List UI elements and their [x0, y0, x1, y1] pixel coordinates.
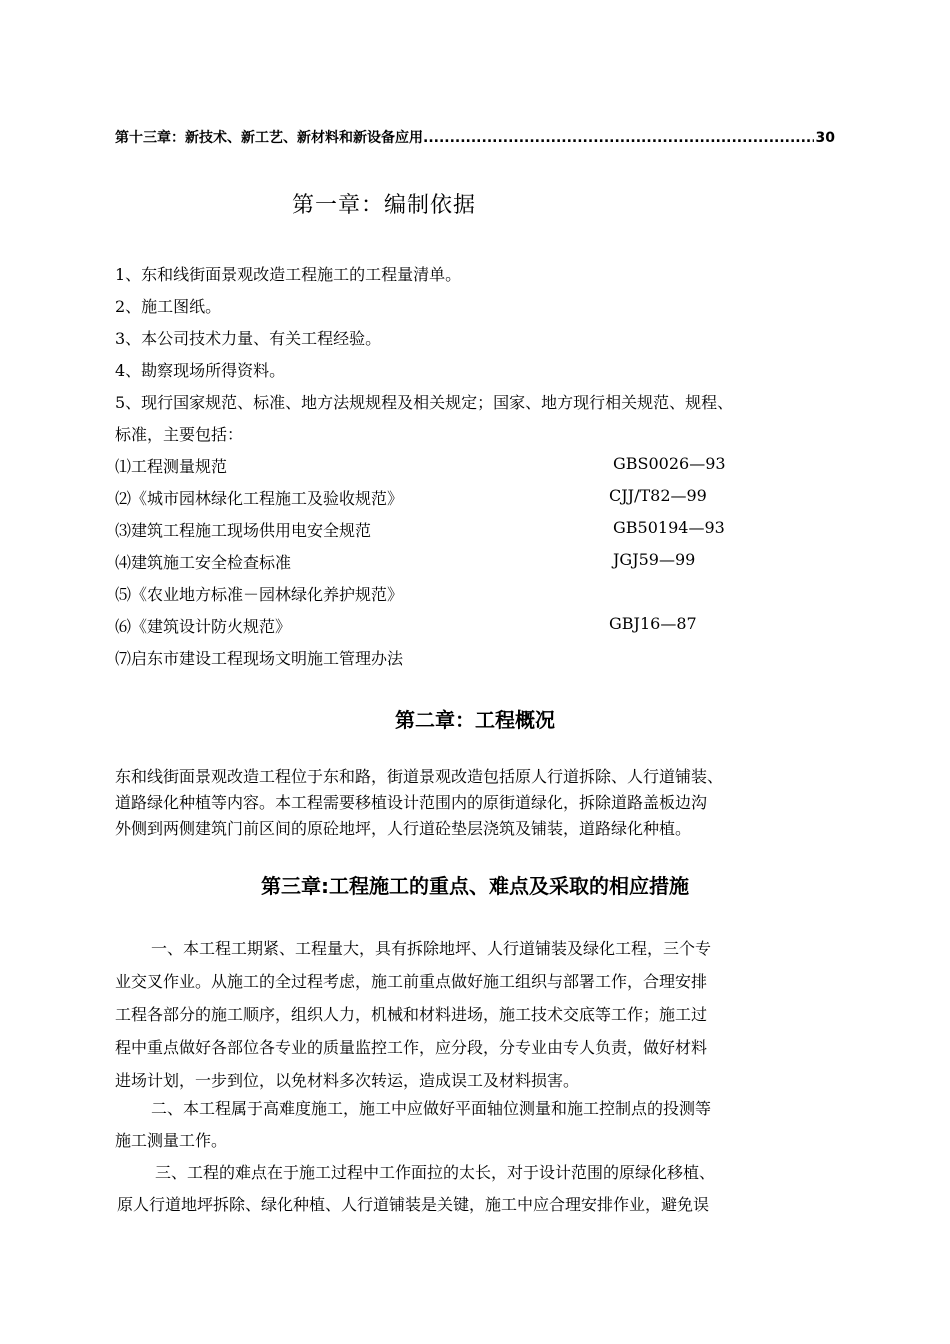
measures-line: 进场计划，一步到位，以免材料多次转运，造成误工及材料损害。 [115, 1071, 580, 1090]
basis-item: 1、东和线街面景观改造工程施工的工程量清单。 [115, 265, 462, 284]
standard-code: JGJ59—99 [613, 550, 696, 569]
overview-line: 东和线街面景观改造工程位于东和路，街道景观改造包括原人行道拆除、人行道铺装、 [115, 767, 724, 786]
standard-code: CJJ/T82—99 [609, 486, 707, 505]
basis-item: 5、现行国家规范、标准、地方法规规程及相关规定；国家、地方现行相关规范、规程、 [115, 393, 734, 412]
measures-line: 程中重点做好各部位各专业的质量监控工作，应分段，分专业由专人负责，做好材料 [115, 1038, 708, 1057]
standard-name: ⑹《建筑设计防火规范》 [115, 617, 292, 636]
basis-item: 2、施工图纸。 [115, 297, 222, 316]
measures-line: 业交叉作业。从施工的全过程考虑，施工前重点做好施工组织与部署工作，合理安排 [115, 972, 708, 991]
standard-name: ⑷建筑施工安全检查标准 [115, 553, 292, 572]
chapter3-title: 第三章:工程施工的重点、难点及采取的相应措施 [261, 874, 689, 898]
standard-code: GBS0026—93 [613, 454, 726, 473]
standard-row [115, 518, 835, 541]
standard-name: ⑸《农业地方标准－园林绿化养护规范》 [115, 585, 404, 604]
standard-row [115, 582, 835, 605]
standard-code: GB50194—93 [613, 518, 725, 537]
overview-line: 外侧到两侧建筑门前区间的原砼地坪，人行道砼垫层浇筑及铺装，道路绿化种植。 [115, 819, 692, 838]
measures-line: 三、工程的难点在于施工过程中工作面拉的太长，对于设计范围的原绿化移植、 [155, 1163, 716, 1182]
standard-name: ⑶建筑工程施工现场供用电安全规范 [115, 521, 372, 540]
measures-line: 二、本工程属于高难度施工，施工中应做好平面轴位测量和施工控制点的投测等 [151, 1099, 712, 1118]
chapter1-title: 第一章：编制依据 [292, 193, 477, 218]
measures-line: 工程各部分的施工顺序，组织人力，机械和材料进场，施工技术交底等工作；施工过 [115, 1005, 708, 1024]
standard-name: ⑵《城市园林绿化工程施工及验收规范》 [115, 489, 404, 508]
basis-item: 标准，主要包括： [115, 425, 244, 444]
standard-row [115, 454, 835, 477]
measures-line: 施工测量工作。 [115, 1131, 228, 1150]
standard-code: GBJ16—87 [609, 614, 697, 633]
basis-item: 4、勘察现场所得资料。 [115, 361, 286, 380]
standard-row [115, 646, 835, 669]
overview-line: 道路绿化种植等内容。本工程需要移植设计范围内的原街道绿化，拆除道路盖板边沟 [115, 793, 708, 812]
standard-row [115, 614, 835, 637]
standard-name: ⑺启东市建设工程现场文明施工管理办法 [115, 649, 404, 668]
standard-row [115, 486, 835, 509]
toc-leader-dots [423, 130, 814, 146]
toc-page-number: 30 [815, 130, 835, 146]
toc-entry[interactable] [115, 127, 835, 147]
measures-line: 一、本工程工期紧、工程量大，具有拆除地坪、人行道铺装及绿化工程，三个专 [151, 939, 712, 958]
standard-name: ⑴工程测量规范 [115, 457, 228, 476]
basis-item: 3、本公司技术力量、有关工程经验。 [115, 329, 382, 348]
toc-entry-title: 第十三章：新技术、新工艺、新材料和新设备应用 [115, 130, 423, 146]
standard-row [115, 550, 835, 573]
chapter2-title: 第二章：工程概况 [395, 708, 555, 732]
measures-line: 原人行道地坪拆除、绿化种植、人行道铺装是关键，施工中应合理安排作业，避免误 [117, 1195, 710, 1214]
